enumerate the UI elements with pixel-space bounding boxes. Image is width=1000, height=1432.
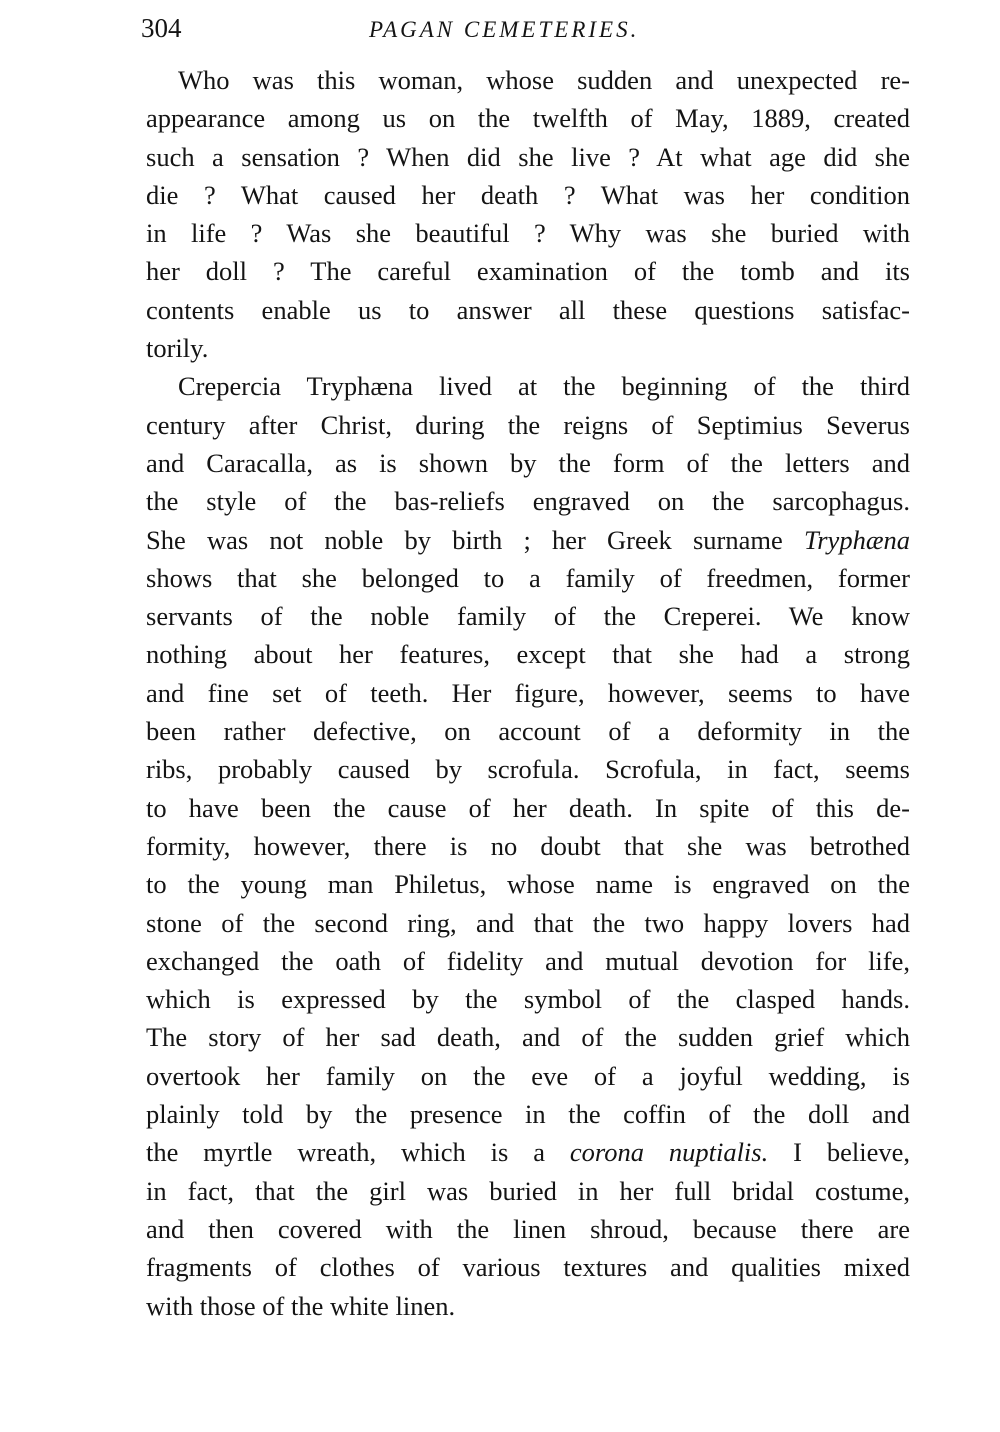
text-line: in fact, that the girl was buried in her full bridal costume, bbox=[146, 1175, 910, 1206]
text-line: Who was this woman, whose sudden and unexpected re- bbox=[178, 65, 910, 95]
text-line: nothing about her features, except that she had a strong bbox=[146, 639, 910, 670]
paragraph-2 bbox=[146, 367, 910, 1324]
text-span: the myrtle wreath, which is a bbox=[146, 1137, 570, 1168]
italic-term: corona nuptialis. bbox=[569, 1137, 769, 1168]
text-line: plainly told by the presence in the coffin of the doll and bbox=[146, 1099, 910, 1130]
text-line: and then covered with the linen shroud, because there are bbox=[146, 1213, 910, 1244]
text-line: and Caracalla, as is shown by the form of the letters and bbox=[146, 447, 910, 478]
text-line: exchanged the oath of fidelity and mutual devotion for life, bbox=[146, 945, 910, 976]
text-line: formity, however, there is no doubt that she was betrothed bbox=[146, 830, 910, 861]
text-line: shows that she belonged to a family of freedmen, former bbox=[146, 562, 910, 593]
text-line: and fine set of teeth. Her figure, however, seems to have bbox=[146, 677, 910, 708]
text-line: contents enable us to answer all these questions satisfac- bbox=[146, 294, 910, 325]
text-line: overtook her family on the eve of a joyful wedding, is bbox=[146, 1060, 910, 1091]
text-line: such a sensation ? When did she live ? At what age did she bbox=[146, 141, 910, 172]
text-line bbox=[146, 521, 910, 559]
text-line bbox=[146, 1133, 910, 1171]
text-line: in life ? Was she beautiful ? Why was she buried with bbox=[146, 218, 910, 249]
text-line: with those of the white linen. bbox=[146, 1290, 456, 1321]
text-span: She was not noble by birth ; her Greek surname bbox=[146, 524, 804, 555]
paragraph-1 bbox=[146, 61, 910, 367]
text-line: stone of the second ring, and that the two happy lovers had bbox=[146, 907, 910, 938]
text-line: fragments of clothes of various textures and qualities mixed bbox=[146, 1252, 910, 1283]
body-text bbox=[146, 61, 910, 1325]
italic-term: Tryphæna bbox=[803, 524, 910, 555]
text-line: Crepercia Tryphæna lived at the beginning of the third bbox=[178, 371, 910, 402]
text-line: appearance among us on the twelfth of May, 1889, created bbox=[146, 103, 910, 134]
text-line: which is expressed by the symbol of the clasped hands. bbox=[146, 984, 910, 1015]
page-number: 304 bbox=[141, 13, 182, 43]
text-line: die ? What caused her death ? What was her condition bbox=[146, 179, 910, 210]
text-line: torily. bbox=[146, 333, 209, 364]
text-line: ribs, probably caused by scrofula. Scrofula, in fact, seems bbox=[146, 754, 910, 785]
text-span: I believe, bbox=[768, 1137, 911, 1168]
text-line: her doll ? The careful examination of the tomb and its bbox=[146, 256, 910, 287]
text-line: century after Christ, during the reigns of Septimius Severus bbox=[146, 409, 910, 440]
running-title: PAGAN CEMETERIES. bbox=[369, 17, 640, 42]
text-line: been rather defective, on account of a deformity in the bbox=[146, 716, 910, 747]
text-line: to the young man Philetus, whose name is engraved on the bbox=[146, 869, 910, 900]
text-line: servants of the noble family of the Creperei. We know bbox=[146, 601, 910, 632]
text-line: The story of her sad death, and of the sudden grief which bbox=[146, 1022, 910, 1053]
text-line: to have been the cause of her death. In spite of this de- bbox=[146, 792, 910, 823]
running-header bbox=[141, 8, 911, 48]
text-line: the style of the bas-reliefs engraved on the sarcophagus. bbox=[146, 486, 910, 517]
